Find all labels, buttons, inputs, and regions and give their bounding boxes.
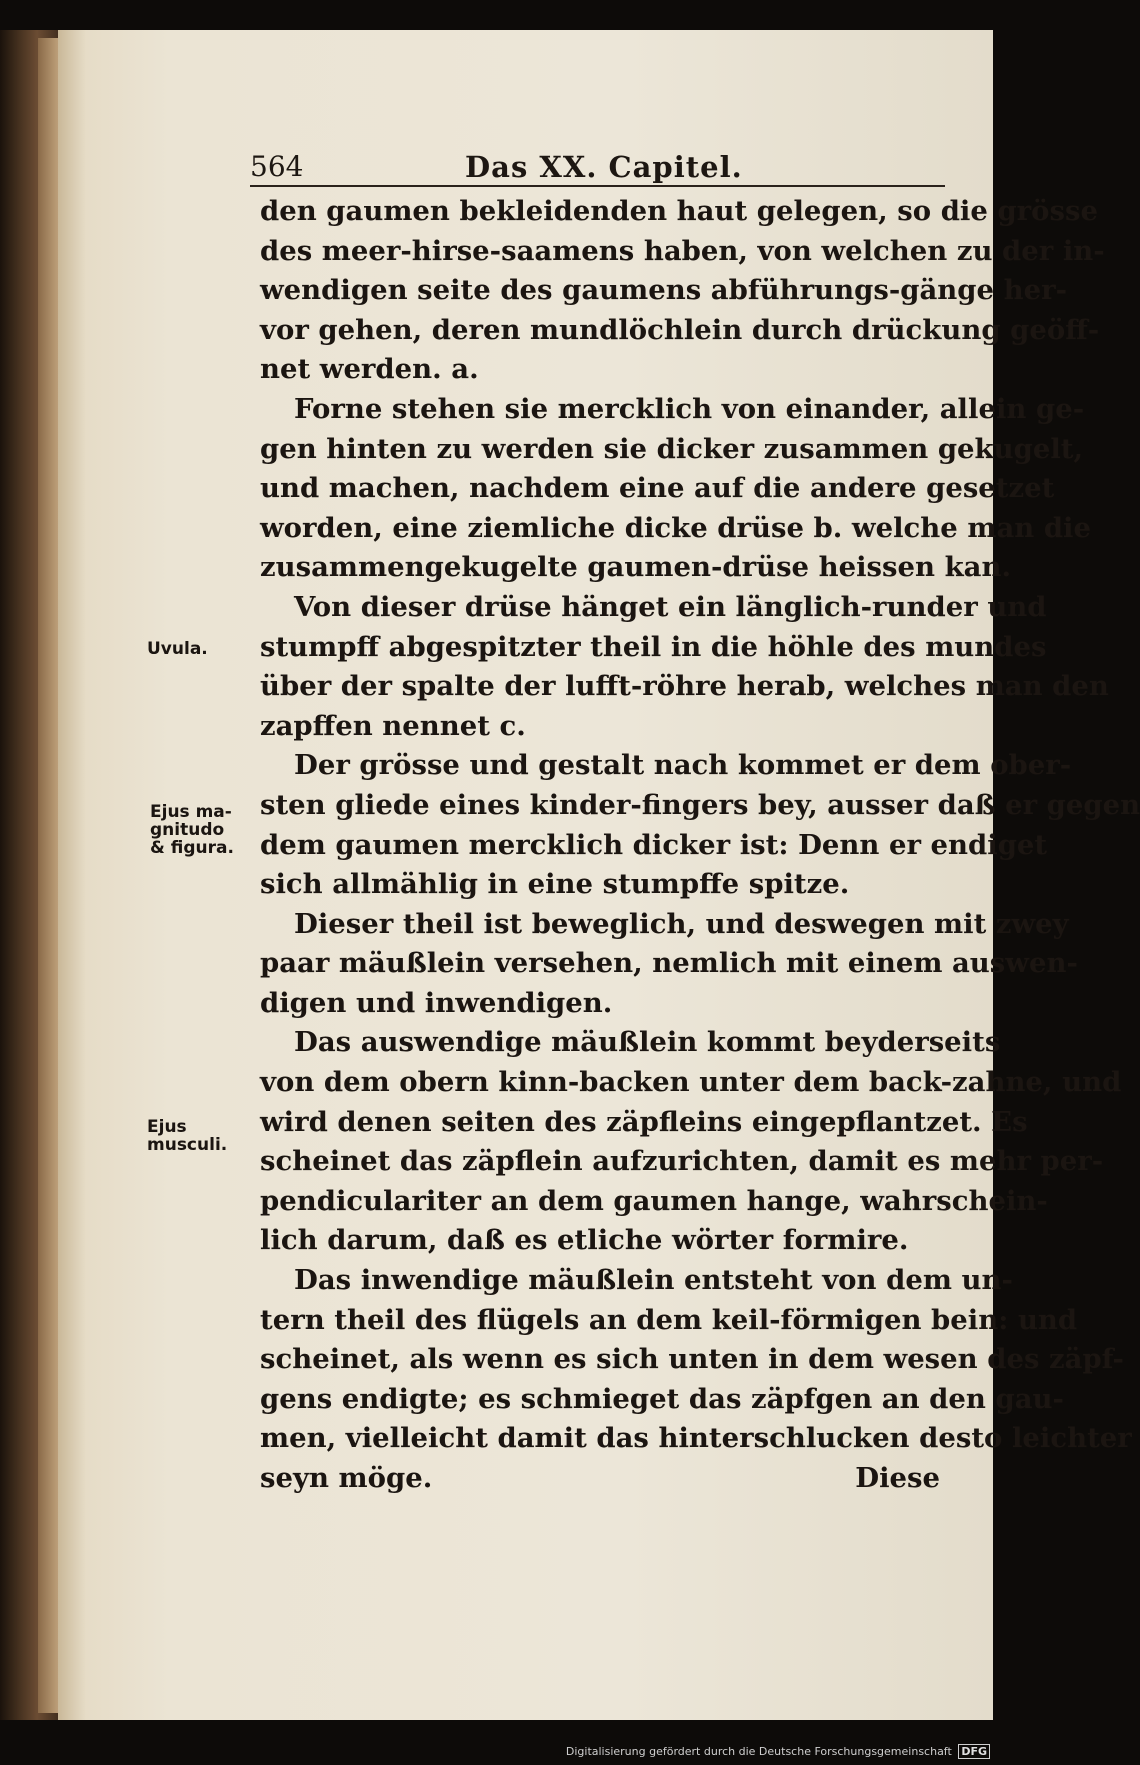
text-line: dem gaumen mercklich dicker ist: Denn er endiget	[260, 828, 1048, 861]
text-line: des meer-hirse-saamens haben, von welchen zu der in-	[260, 234, 1105, 267]
text-line: zapffen nennet c.	[260, 709, 526, 742]
text-line: gens endigte; es schmieget das zäpfgen an den gau-	[260, 1382, 1064, 1415]
text-line: Das inwendige mäußlein entsteht von dem un-	[294, 1264, 1013, 1297]
catchword: Diese	[855, 1462, 940, 1494]
header-rule	[250, 185, 945, 187]
text-line-last-text: seyn möge.	[260, 1462, 433, 1494]
page-header	[250, 150, 945, 190]
text-line: worden, eine ziemliche dicke drüse b. welche man die	[260, 511, 1092, 544]
margin-note-musculi: Ejus musculi.	[147, 1117, 228, 1155]
digitization-credit	[566, 1744, 990, 1759]
text-line: net werden. a.	[260, 353, 479, 386]
page-number: 564	[250, 150, 304, 183]
body-text	[260, 192, 1140, 1499]
text-line: von dem obern kinn-backen unter dem back-zahne, und	[260, 1066, 1122, 1099]
text-line: tern theil des flügels an dem keil-förmigen bein: und	[260, 1303, 1078, 1336]
text-line: Forne stehen sie mercklich von einander, allein ge-	[294, 392, 1085, 425]
text-line: wendigen seite des gaumens abführungs-gänge her-	[260, 274, 1067, 307]
margin-note-magnitudo: Ejus ma- gnitudo & figura.	[150, 802, 234, 858]
text-line: lich darum, daß es etliche wörter formire.	[260, 1224, 909, 1257]
text-line: scheinet das zäpflein aufzurichten, damit es mehr per-	[260, 1145, 1104, 1178]
text-line: digen und inwendigen.	[260, 986, 613, 1019]
text-line: stumpff abgespitzter theil in die höhle des mundes	[260, 630, 1047, 663]
text-line: Der grösse und gestalt nach kommet er dem ober-	[294, 749, 1072, 782]
text-line: paar mäußlein versehen, nemlich mit einem auswen-	[260, 947, 1078, 980]
text-line: Von dieser drüse hänget ein länglich-runder und	[294, 590, 1047, 623]
text-line: vor gehen, deren mundlöchlein durch drückung geöff-	[260, 313, 1100, 346]
text-line: über der spalte der lufft-röhre herab, welches man den	[260, 670, 1109, 703]
text-line: Dieser theil ist beweglich, und deswegen mit zwey	[294, 907, 1069, 940]
text-line: men, vielleicht damit das hinterschlucken desto leichter	[260, 1422, 1132, 1455]
text-line: zusammengekugelte gaumen-drüse heissen kan.	[260, 551, 1012, 584]
text-line: Das auswendige mäußlein kommt beyderseits	[294, 1026, 1001, 1059]
text-line: wird denen seiten des zäpfleins eingepflantzet. Es	[260, 1105, 1028, 1138]
text-line: sten gliede eines kinder-fingers bey, ausser daß er gegen	[260, 788, 1140, 821]
text-line: den gaumen bekleidenden haut gelegen, so die grösse	[260, 195, 1098, 227]
dfg-logo: DFG	[958, 1744, 990, 1759]
credit-text: Digitalisierung gefördert durch die Deutsche Forschungsgemeinschaft	[565, 1745, 952, 1758]
running-title: Das XX. Capitel.	[465, 150, 743, 184]
text-line: scheinet, als wenn es sich unten in dem wesen des zäpf-	[260, 1343, 1124, 1376]
text-line: pendiculariter an dem gaumen hange, wahrschein-	[260, 1184, 1048, 1217]
text-line-last	[260, 1459, 940, 1499]
margin-note-uvula: Uvula.	[147, 639, 208, 659]
text-line: sich allmählig in eine stumpffe spitze.	[260, 868, 850, 901]
text-line: gen hinten zu werden sie dicker zusammen gekugelt,	[260, 432, 1084, 465]
text-line: und machen, nachdem eine auf die andere gesetzet	[260, 472, 1055, 505]
